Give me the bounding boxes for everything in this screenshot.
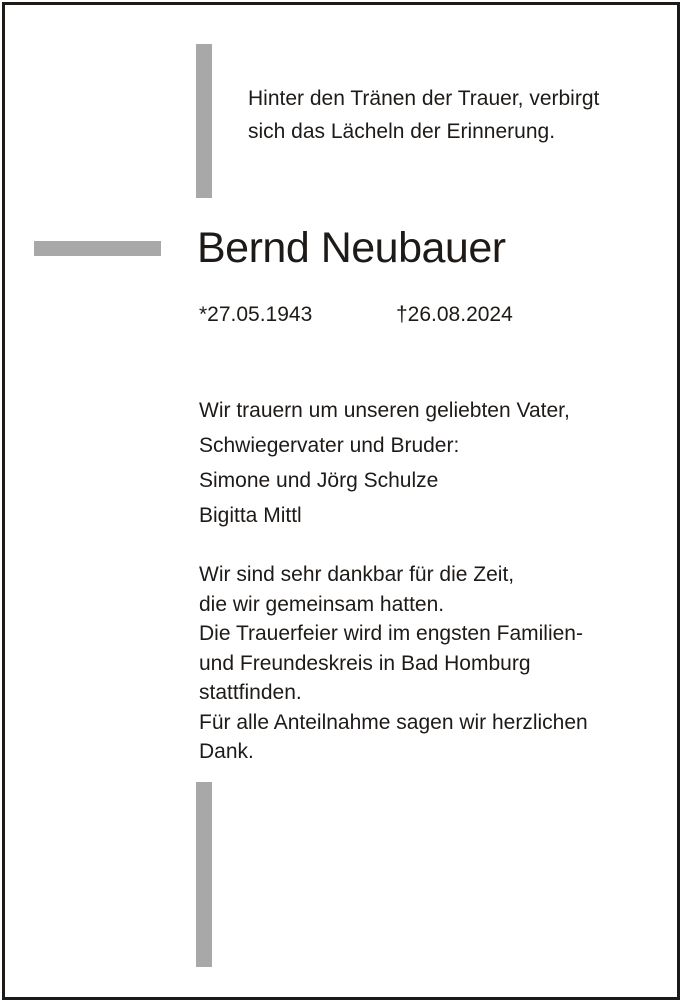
closing-line: stattfinden. <box>199 681 302 704</box>
cross-vertical-bottom-bar <box>196 782 212 967</box>
death-date: †26.08.2024 <box>396 303 513 326</box>
quote-line: Hinter den Tränen der Trauer, verbirgt <box>248 87 600 110</box>
quote-line: sich das Lächeln der Erinnerung. <box>248 120 556 143</box>
memorial-quote <box>248 82 599 148</box>
mourners-line: Schwiegervater und Bruder: <box>199 434 460 457</box>
mourners-line: Bigitta Mittl <box>199 504 302 527</box>
closing-line: Für alle Anteilnahme sagen wir herzlichen <box>199 710 588 734</box>
closing-line: Dank. <box>199 740 254 763</box>
cross-vertical-top-bar <box>196 44 212 198</box>
birth-date: *27.05.1943 <box>199 303 313 326</box>
closing-line: und Freundeskreis in Bad Homburg <box>199 651 531 675</box>
closing-text <box>199 560 588 767</box>
mourners-line: Wir trauern um unseren geliebten Vater, <box>199 399 570 422</box>
closing-line: Die Trauerfeier wird im engsten Familien- <box>199 622 583 645</box>
mourners-line: Simone und Jörg Schulze <box>199 469 439 492</box>
cross-horizontal-bar <box>34 241 161 256</box>
deceased-name: Bernd Neubauer <box>197 224 506 272</box>
closing-line: die wir gemeinsam hatten. <box>199 592 445 616</box>
closing-line: Wir sind sehr dankbar für die Zeit, <box>199 563 515 586</box>
mourners-block <box>199 393 570 533</box>
